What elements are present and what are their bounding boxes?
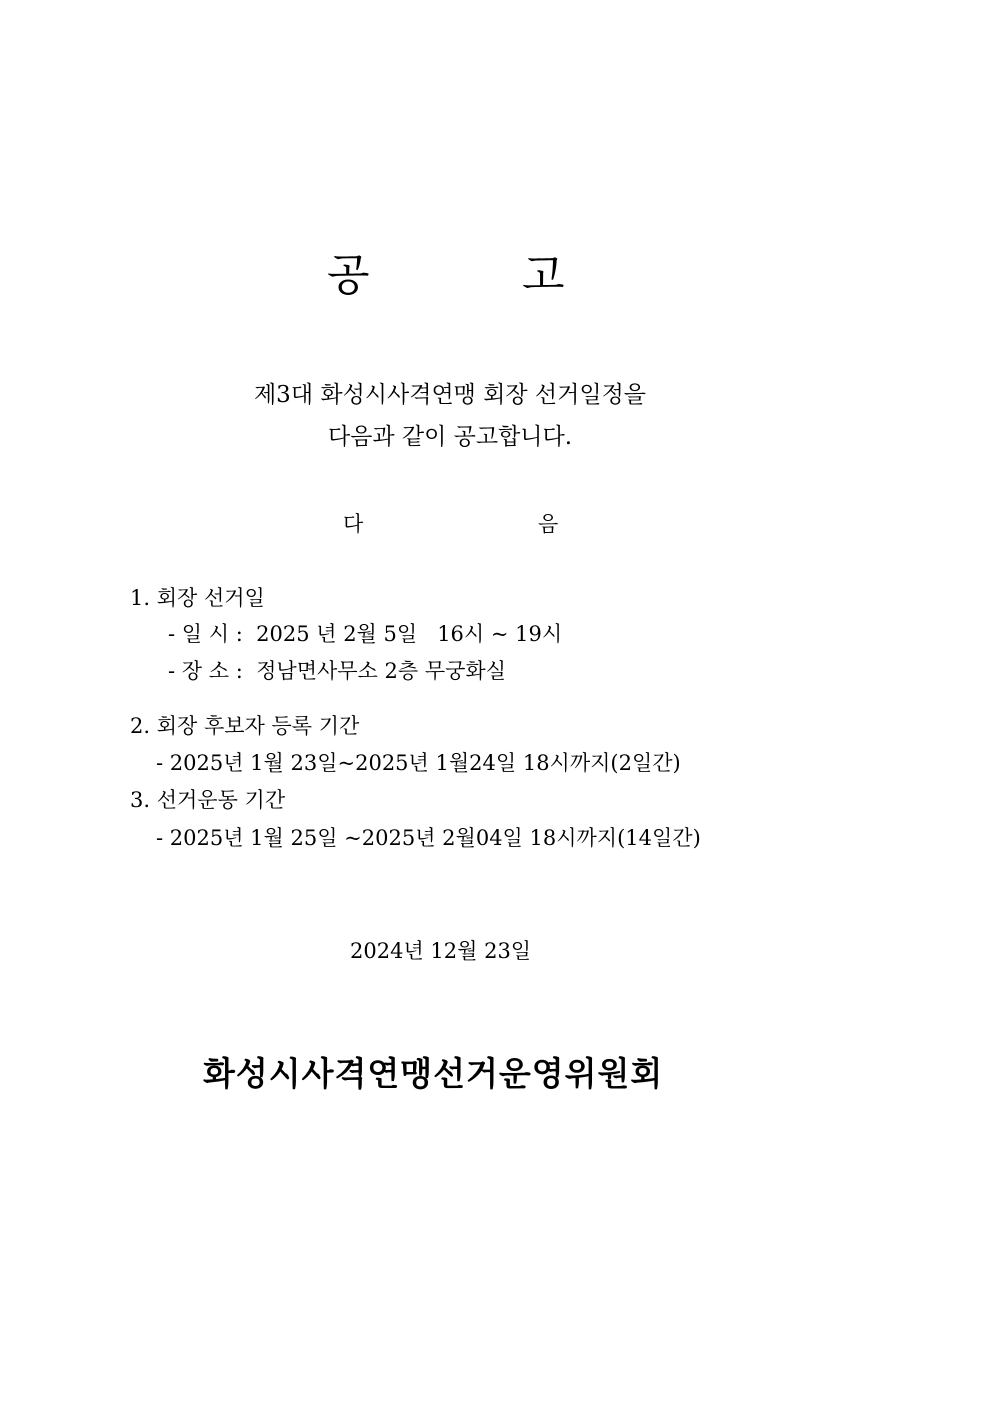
title-char-gong: 공 xyxy=(327,250,370,301)
section-1-item-place: - 장 소 : 정남면사무소 2층 무궁화실 xyxy=(168,659,506,683)
section-1-item-datetime: - 일 시 : 2025 년 2월 5일 16시 ~ 19시 xyxy=(168,622,563,646)
section-2-heading: 2. 회장 후보자 등록 기간 xyxy=(130,714,360,738)
section-3-heading: 3. 선거운동 기간 xyxy=(130,788,286,812)
organization-name: 화성시사격연맹선거운영위원회 xyxy=(203,1054,664,1093)
da-label: 다 xyxy=(343,512,364,536)
notice-date: 2024년 12월 23일 xyxy=(350,939,532,963)
section-3-item-period: - 2025년 1월 25일 ~2025년 2월04일 18시까지(14일간) xyxy=(156,826,701,850)
intro-line-1: 제3대 화성시사격연맹 회장 선거일정을 xyxy=(253,382,647,408)
title-char-go: 고 xyxy=(522,250,565,301)
eum-label: 음 xyxy=(538,512,559,536)
section-1-heading: 1. 회장 선거일 xyxy=(130,586,265,610)
intro-line-2: 다음과 같이 공고합니다. xyxy=(327,424,573,450)
section-2-item-period: - 2025년 1월 23일~2025년 1월24일 18시까지(2일간) xyxy=(156,751,681,775)
